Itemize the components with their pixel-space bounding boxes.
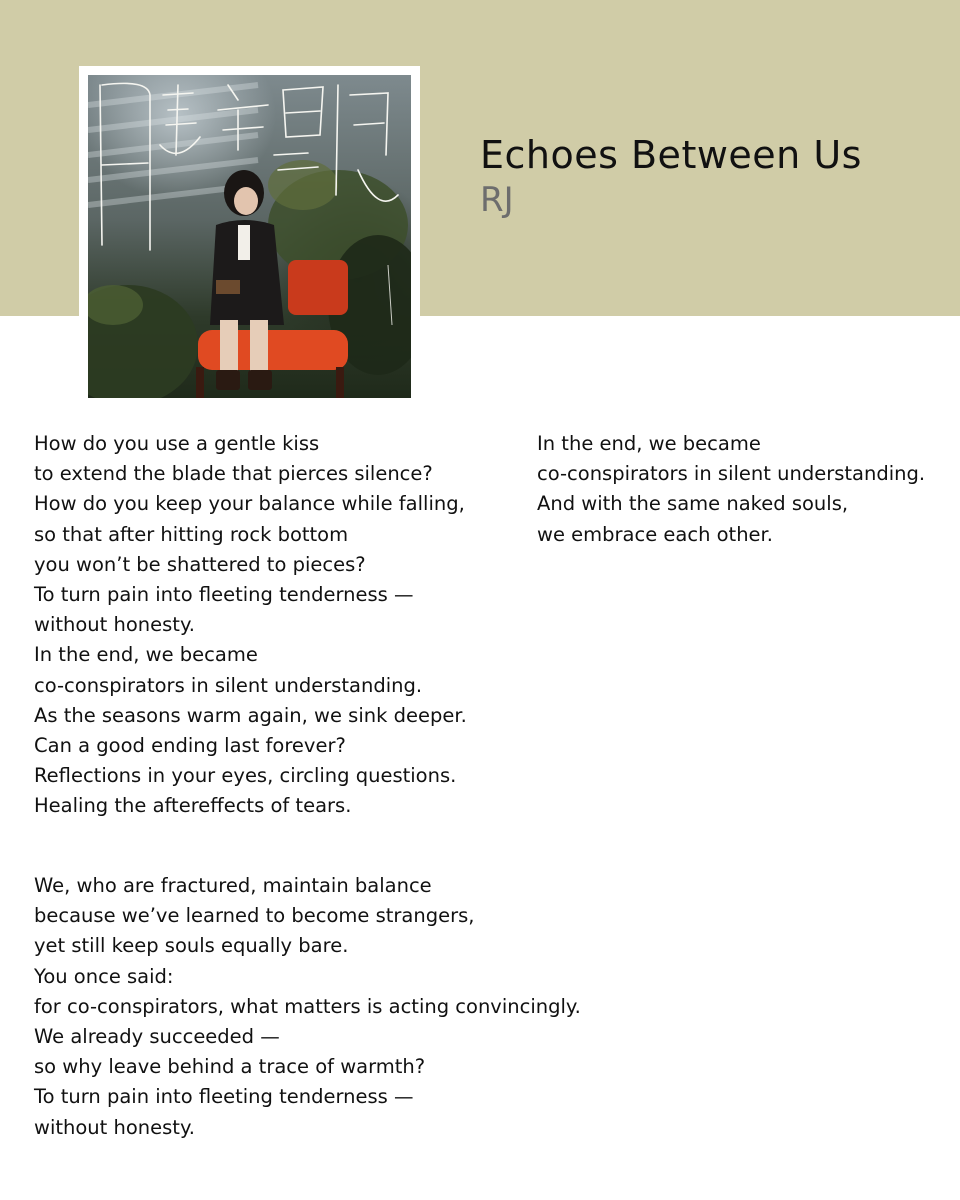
lyric-line: to extend the blade that pierces silence? xyxy=(34,462,433,486)
lyric-line: How do you use a gentle kiss xyxy=(34,432,320,455)
lyric-line: co-conspirators in silent understanding. xyxy=(34,673,423,697)
lyric-line: In the end, we became xyxy=(34,643,258,667)
song-title: Echoes Between Us xyxy=(480,133,862,177)
lyric-line: you won’t be shattered to pieces? xyxy=(34,552,366,576)
lyrics-stanza-3 xyxy=(537,429,925,550)
lyric-line: so why leave behind a trace of warmth? xyxy=(34,1055,426,1079)
lyric-line: Can a good ending last forever? xyxy=(34,734,346,758)
lyric-line: co-conspirators in silent understanding. xyxy=(537,462,926,486)
lyric-line: How do you keep your balance while falling, xyxy=(34,492,465,516)
lyric-line: yet still keep souls equally bare. xyxy=(34,934,349,958)
lyric-line: To turn pain into fleeting tenderness — xyxy=(34,583,414,607)
lyrics-stanza-1 xyxy=(34,429,467,822)
lyric-line: We already succeeded — xyxy=(34,1025,280,1049)
lyric-line: To turn pain into fleeting tenderness — xyxy=(34,1085,414,1109)
lyric-line: for co-conspirators, what matters is acting convincingly. xyxy=(34,994,581,1018)
lyric-line: we embrace each other. xyxy=(537,522,773,546)
lyric-line: without honesty. xyxy=(34,1115,195,1139)
album-cover-frame xyxy=(79,66,420,407)
lyric-line: In the end, we became xyxy=(537,432,761,455)
lyric-line: Reflections in your eyes, circling questions. xyxy=(34,764,457,788)
album-cover-illustration xyxy=(88,75,411,398)
lyric-line: so that after hitting rock bottom xyxy=(34,522,349,546)
lyric-line: You once said: xyxy=(34,964,174,988)
artist-name: RJ xyxy=(480,180,514,220)
lyric-line: And with the same naked souls, xyxy=(537,492,849,516)
lyric-line: We, who are fractured, maintain balance xyxy=(34,874,432,897)
lyric-line: Healing the aftereffects of tears. xyxy=(34,794,352,818)
lyric-line: As the seasons warm again, we sink deeper. xyxy=(34,703,467,727)
album-cover-image xyxy=(88,75,411,398)
lyric-line: without honesty. xyxy=(34,613,195,637)
lyric-line: because we’ve learned to become strangers, xyxy=(34,904,475,928)
song-header xyxy=(480,132,940,222)
lyrics-stanza-2 xyxy=(34,871,581,1143)
